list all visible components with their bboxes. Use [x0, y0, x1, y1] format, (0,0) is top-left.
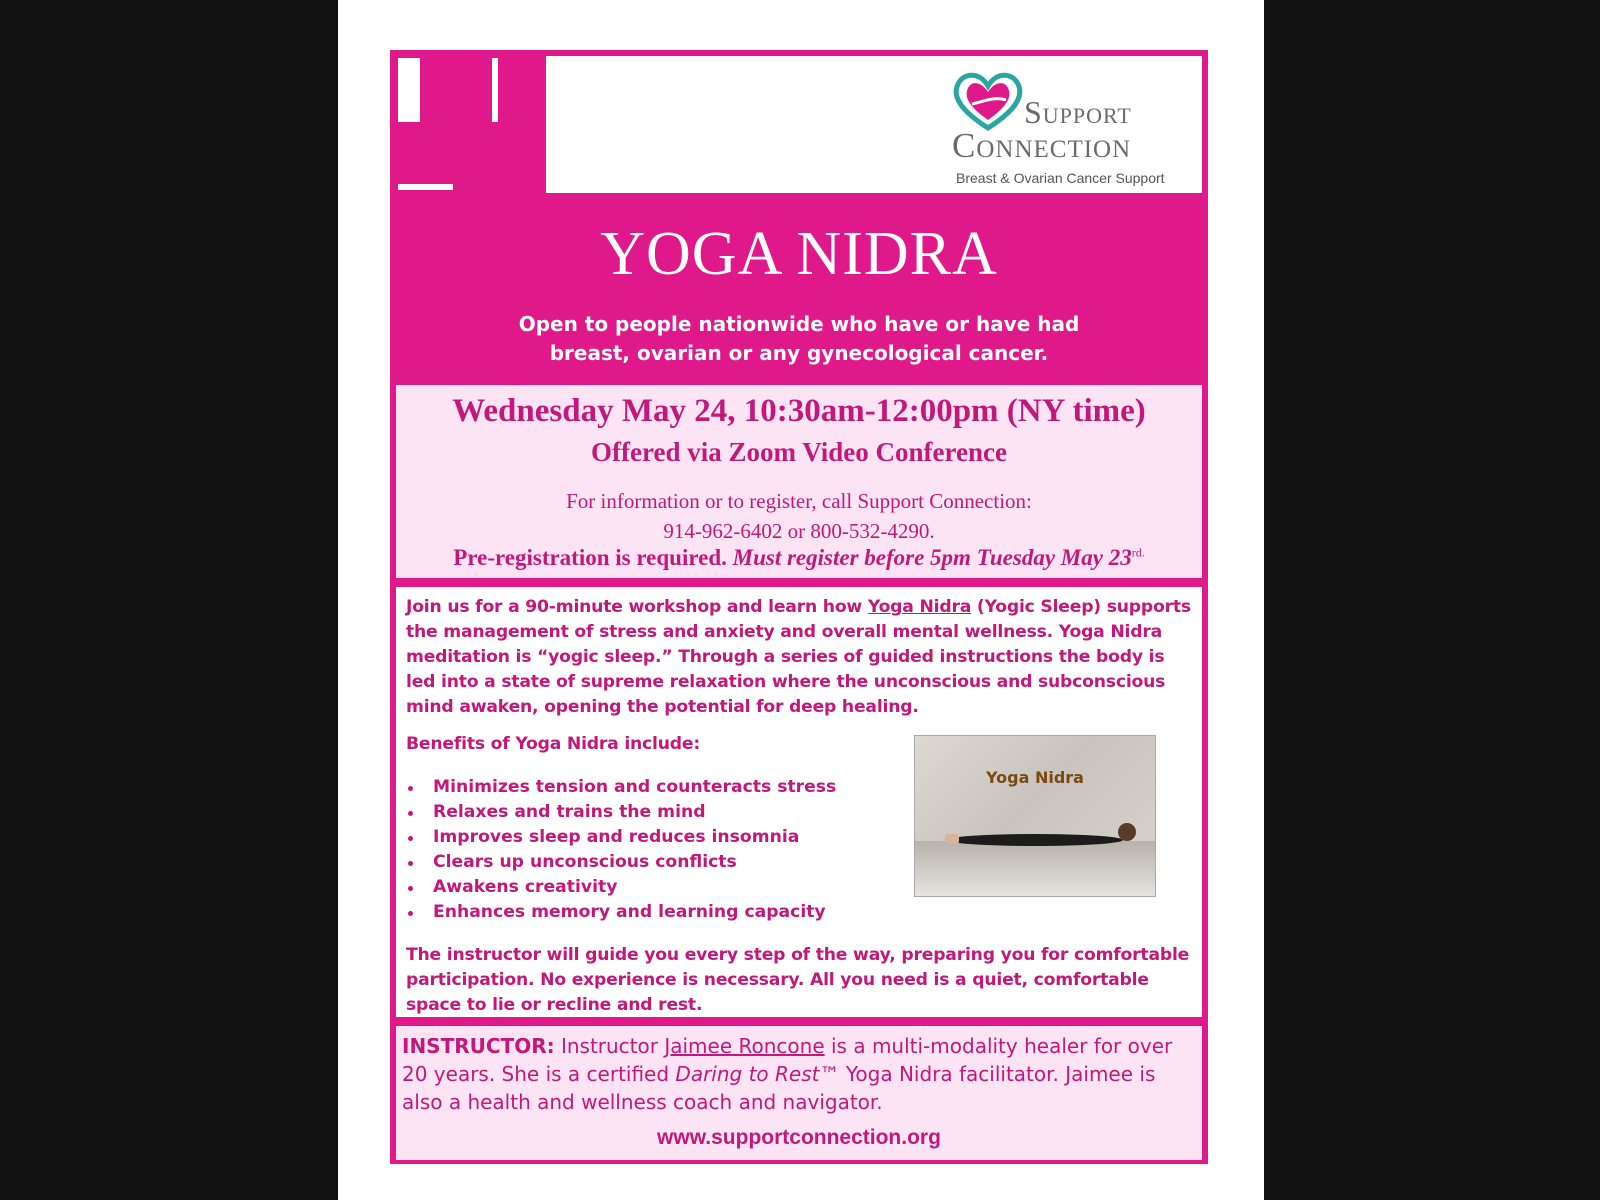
website-link[interactable]: www.supportconnection.org — [657, 1126, 941, 1149]
page-title: YOGA NIDRA — [600, 220, 998, 288]
subtitle-line1: Open to people nationwide who have or have had — [518, 312, 1080, 336]
instructor-name-link[interactable]: Jaimee Roncone — [664, 1034, 825, 1058]
audience-subtitle — [394, 310, 1204, 368]
prereg-required: Pre-registration is required. — [453, 545, 727, 570]
yoga-nidra-photo — [914, 735, 1156, 897]
list-item: Relaxes and trains the mind — [406, 800, 836, 825]
logo-line2: Connection — [952, 126, 1132, 165]
prereg-suffix: rd. — [1131, 545, 1145, 560]
intro-text-cont: (Yogic Sleep) supports the management of stress and anxiety and overall mental wellness. Yoga Nidra meditation is “yogic sleep.” Through a series of guided instructions the body is led into a state of supreme relaxation where the unconscious and subconscious mind awaken, opening the potential for deep healing. — [406, 597, 1191, 717]
prereg-deadline: Must register before 5pm Tuesday May 23 — [732, 545, 1132, 570]
program-name: Daring to Rest — [675, 1062, 820, 1086]
yoga-nidra-link[interactable]: Yoga Nidra — [867, 597, 972, 617]
photo-label: Yoga Nidra — [986, 768, 1084, 787]
event-details-box — [396, 385, 1202, 578]
list-item: Awakens creativity — [406, 875, 836, 900]
decorative-bar — [492, 58, 498, 122]
decorative-bar — [398, 184, 453, 190]
event-datetime: Wednesday May 24, 10:30am-12:00pm (NY time) — [452, 393, 1146, 429]
intro-text: Join us for a 90-minute workshop and learn how — [406, 597, 868, 617]
event-format: Offered via Zoom Video Conference — [591, 437, 1007, 467]
list-item: Clears up unconscious conflicts — [406, 850, 836, 875]
instructor-text: Yoga Nidra facilitator. Jaimee is also a health and wellness coach and navigator. — [402, 1062, 1156, 1114]
logo-line1: Support — [1024, 94, 1132, 130]
instructor-text: is a multi-modality healer for over 20 years. She is a certified — [402, 1034, 1173, 1086]
logo-area — [546, 56, 1202, 193]
instructor-text: Instructor — [554, 1034, 665, 1058]
register-info: For information or to register, call Support Connection: — [566, 489, 1032, 513]
preregistration-note — [396, 545, 1202, 571]
list-item: Improves sleep and reduces insomnia — [406, 825, 836, 850]
list-item: Minimizes tension and counteracts stress — [406, 775, 836, 800]
closing-paragraph: The instructor will guide you every step of the way, preparing you for comfortable participation. No experience is necessary. All you need is a quiet, comfortable space to lie or recline and rest. — [406, 945, 1190, 1015]
phone-numbers: 914-962-6402 or 800-532-4290. — [663, 519, 935, 543]
instructor-label: INSTRUCTOR: — [402, 1034, 555, 1058]
flyer-frame — [390, 50, 1208, 1164]
reclining-figure-icon — [915, 736, 1156, 897]
flyer-page — [338, 0, 1264, 1200]
support-connection-logo — [952, 66, 1192, 191]
benefits-list — [406, 775, 836, 925]
list-item: Enhances memory and learning capacity — [406, 900, 836, 925]
intro-paragraph — [406, 595, 1194, 720]
instructor-box — [396, 1026, 1202, 1160]
workshop-description-box — [396, 587, 1202, 1017]
instructor-bio — [402, 1032, 1196, 1116]
decorative-bar — [398, 58, 420, 122]
subtitle-line2: breast, ovarian or any gynecological cancer. — [549, 341, 1049, 365]
benefits-heading-text: Benefits of Yoga Nidra include: — [406, 734, 700, 754]
logo-tagline: Breast & Ovarian Cancer Support — [956, 170, 1165, 186]
trademark: ™ — [819, 1062, 840, 1086]
